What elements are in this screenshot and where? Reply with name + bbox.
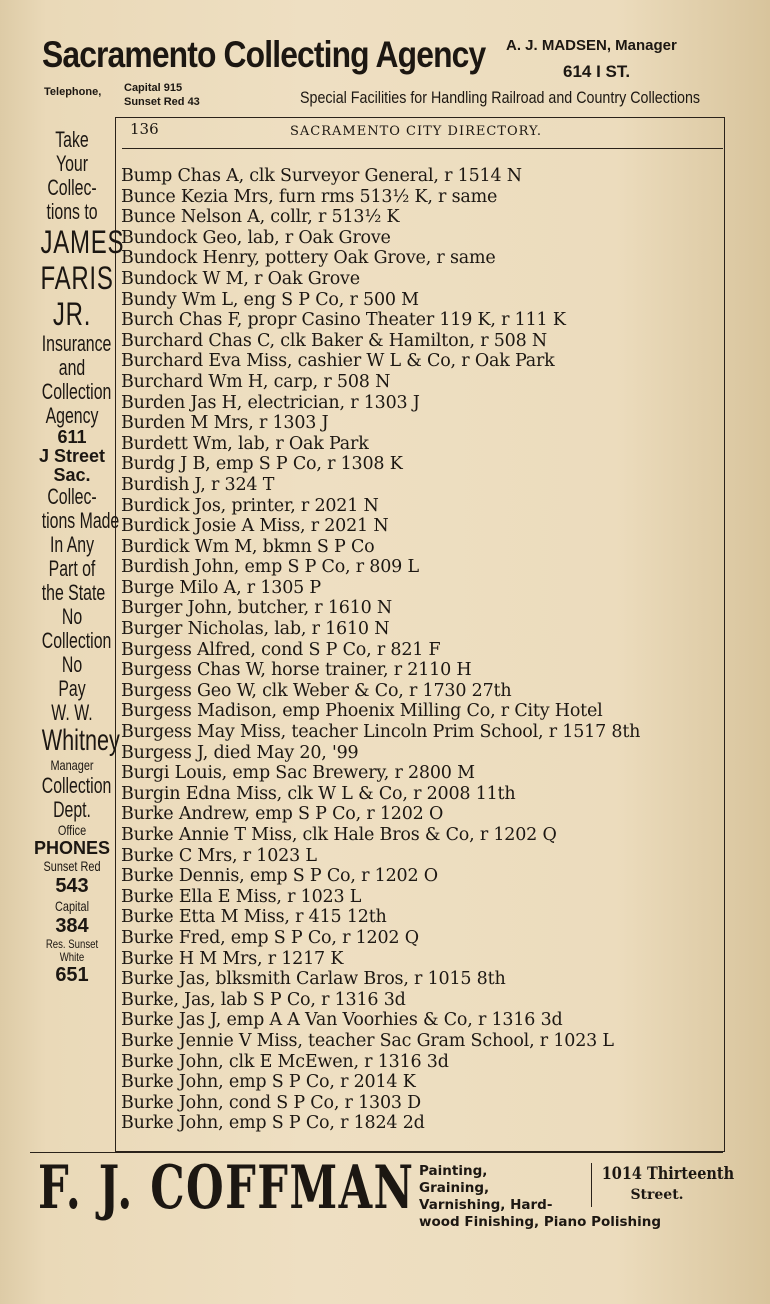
side-advertisement xyxy=(30,127,125,987)
directory-entry: Burke Fred, emp S P Co, r 1202 Q xyxy=(121,927,419,948)
directory-entry: Burdett Wm, lab, r Oak Park xyxy=(121,433,369,454)
directory-entry: Burke Jas, blksmith Carlaw Bros, r 1015 8th xyxy=(121,969,506,990)
directory-entry: Burgess J, died May 20, '99 xyxy=(121,742,359,763)
footer-address-line: 1014 Thirteenth xyxy=(601,1164,735,1184)
side-ad-line: No xyxy=(61,604,83,629)
side-ad-line: tions to xyxy=(46,199,98,224)
side-ad-city: Sac. xyxy=(53,465,91,485)
directory-entry: Burch Chas F, propr Casino Theater 119 K, r 111 K xyxy=(121,310,566,331)
directory-entry: Burke Ella E Miss, r 1023 L xyxy=(121,886,362,907)
directory-entry: Burger Nicholas, lab, r 1610 N xyxy=(121,619,390,640)
directory-entry: Burgess Alfred, cond S P Co, r 821 F xyxy=(121,639,441,660)
directory-entry: Bunce Kezia Mrs, furn rms 513½ K, r same xyxy=(121,186,498,207)
directory-entry: Burke Jennie V Miss, teacher Sac Gram School, r 1023 L xyxy=(121,1030,614,1051)
side-ad-line: Pay xyxy=(58,676,86,701)
side-ad-line: Your xyxy=(55,151,88,176)
agency-address: 614 I ST. xyxy=(563,62,631,81)
directory-entry: Burgess Madison, emp Phoenix Milling Co, r City Hotel xyxy=(121,701,603,722)
directory-entry: Burdish J, r 324 T xyxy=(121,474,275,495)
side-ad-phones: PHONES xyxy=(33,838,111,858)
side-ad-role: Manager xyxy=(50,757,94,773)
directory-entry: Burden Jas H, electrician, r 1303 J xyxy=(121,392,420,413)
agency-tagline: Special Facilities for Handling Railroad and Country Collections xyxy=(300,88,701,107)
side-ad-phone-label: White xyxy=(59,950,85,964)
agency-title: Sacramento Collecting Agency xyxy=(42,34,486,75)
side-ad-street-number: 611 xyxy=(57,427,87,447)
directory-entry: Bundock W M, r Oak Grove xyxy=(121,268,360,289)
side-ad-street: J Street xyxy=(38,446,106,466)
directory-entry: Burchard Chas C, clk Baker & Hamilton, r 508 N xyxy=(121,330,548,351)
side-ad-phone-label: Capital xyxy=(54,898,90,914)
directory-entry: Burke Etta M Miss, r 415 12th xyxy=(121,907,387,928)
telephone-capital: Capital 915 xyxy=(124,82,183,94)
directory-entry: Burge Milo A, r 1305 P xyxy=(121,577,321,598)
directory-entry: Burke Andrew, emp S P Co, r 1202 O xyxy=(121,804,444,825)
directory-entry: Burgess Chas W, horse trainer, r 2110 H xyxy=(121,660,472,681)
directory-entry: Burke Annie T Miss, clk Hale Bros & Co, r 1202 Q xyxy=(121,825,557,845)
side-ad-phone-number: 543 xyxy=(55,875,89,897)
side-ad-line: the State xyxy=(41,580,106,605)
side-ad-person: Whitney xyxy=(41,724,120,757)
directory-entry: Burke John, emp S P Co, r 2014 K xyxy=(121,1072,416,1093)
side-ad-line: Collec- xyxy=(47,484,97,509)
directory-entry: Burden M Mrs, r 1303 J xyxy=(121,413,329,434)
side-ad-phone-label: Res. Sunset xyxy=(45,937,99,951)
directory-entry: Burke Jas J, emp A A Van Voorhies & Co, r 1316 3d xyxy=(121,1010,563,1031)
running-head-rule xyxy=(122,148,723,149)
directory-entry: Burdick Jos, printer, r 2021 N xyxy=(121,495,379,516)
footer-service-line: Varnishing, Hard- xyxy=(419,1197,553,1213)
footer-address-line: Street. xyxy=(630,1187,684,1203)
footer-address xyxy=(591,1163,735,1207)
side-ad-person: W. W. xyxy=(51,700,93,725)
page-number: 136 xyxy=(130,120,159,138)
footer-advertiser-name: F. J. COFFMAN xyxy=(38,1153,415,1223)
side-ad-phone-label: Sunset Red xyxy=(43,858,101,874)
directory-entry: Burke Dennis, emp S P Co, r 1202 O xyxy=(121,866,438,887)
side-ad-line: Collection xyxy=(41,379,112,404)
directory-entry: Burgin Edna Miss, clk W L & Co, r 2008 11th xyxy=(121,783,516,804)
directory-entry: Burdick Josie A Miss, r 2021 N xyxy=(121,516,389,537)
telephone-sunset: Sunset Red 43 xyxy=(124,96,200,108)
side-ad-line: and xyxy=(58,355,86,380)
side-ad-name: FARIS xyxy=(40,260,114,296)
agency-manager: A. J. MADSEN, Manager xyxy=(506,37,677,54)
side-ad-line: tions Made xyxy=(41,508,120,533)
directory-entry: Burke H M Mrs, r 1217 K xyxy=(121,948,344,969)
side-ad-role: Dept. xyxy=(53,797,91,822)
directory-entry: Bump Chas A, clk Surveyor General, r 1514 N xyxy=(121,166,522,186)
directory-entry: Burdish John, emp S P Co, r 809 L xyxy=(121,557,419,578)
directory-entry: Bunce Nelson A, collr, r 513½ K xyxy=(121,207,400,228)
side-ad-line: Collec- xyxy=(47,175,97,200)
side-ad-name: JAMES xyxy=(40,224,125,260)
side-ad-phone-number: 384 xyxy=(55,915,89,937)
directory-entry: Burke C Mrs, r 1023 L xyxy=(121,845,317,866)
side-ad-line: Take xyxy=(55,127,89,152)
directory-entry: Burke John, clk E McEwen, r 1316 3d xyxy=(121,1051,449,1072)
side-ad-office: Office xyxy=(57,822,87,838)
directory-entry: Burdick Wm M, bkmn S P Co xyxy=(121,536,375,557)
directory-entry: Burchard Eva Miss, cashier W L & Co, r Oak Park xyxy=(121,351,555,372)
side-ad-line: Part of xyxy=(48,556,96,581)
side-ad-line: No xyxy=(61,652,83,677)
directory-listing xyxy=(121,166,640,1134)
directory-entry: Burgess May Miss, teacher Lincoln Prim School, r 1517 8th xyxy=(121,722,641,743)
running-head: SACRAMENTO CITY DIRECTORY. xyxy=(290,124,543,139)
footer-service-line: Graining, xyxy=(419,1180,490,1196)
directory-entry: Bundock Geo, lab, r Oak Grove xyxy=(121,227,391,248)
side-ad-line: Insurance xyxy=(41,331,112,356)
directory-entry: Burgess Geo W, clk Weber & Co, r 1730 27th xyxy=(121,680,512,701)
directory-entry: Bundock Henry, pottery Oak Grove, r same xyxy=(121,248,496,269)
directory-entry: Burdg J B, emp S P Co, r 1308 K xyxy=(121,454,403,475)
directory-entry: Bundy Wm L, eng S P Co, r 500 M xyxy=(121,289,419,310)
directory-entry: Burke, Jas, lab S P Co, r 1316 3d xyxy=(121,989,406,1010)
side-ad-name: JR. xyxy=(52,296,92,332)
side-ad-line: In Any xyxy=(49,532,95,557)
side-ad-phone-number: 651 xyxy=(55,964,89,986)
side-ad-line: Agency xyxy=(45,403,99,428)
side-ad-role: Collection xyxy=(41,773,112,798)
directory-entry: Burchard Wm H, carp, r 508 N xyxy=(121,371,391,392)
directory-entry: Burke John, cond S P Co, r 1303 D xyxy=(121,1092,422,1113)
footer-service-line: wood Finishing, Piano Polishing xyxy=(419,1214,662,1230)
footer-service-line: Painting, xyxy=(419,1163,488,1179)
directory-entry: Burger John, butcher, r 1610 N xyxy=(121,598,393,619)
directory-entry: Burgi Louis, emp Sac Brewery, r 2800 M xyxy=(121,763,475,784)
directory-entry: Burke John, emp S P Co, r 1824 2d xyxy=(121,1113,425,1134)
telephone-label: Telephone, xyxy=(44,86,102,98)
side-ad-line: Collection xyxy=(41,628,112,653)
